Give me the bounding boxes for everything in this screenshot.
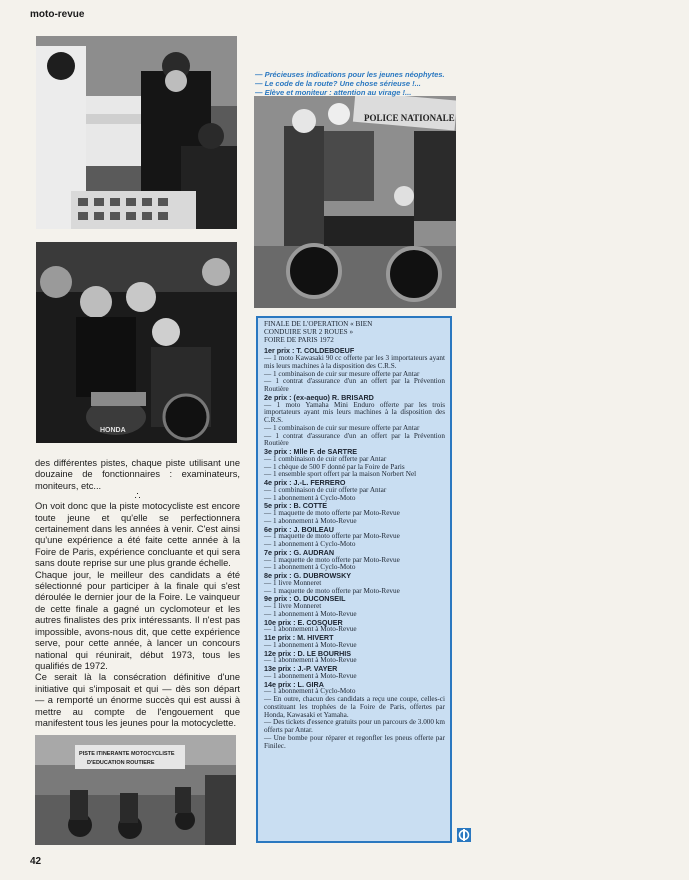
prize-heading: 3e prix : Mlle F. de SARTRE	[264, 447, 358, 456]
caption-line: — Elève et moniteur : attention au virage !...	[255, 88, 412, 97]
prize-heading: 2e prix : (ex-aequo) R. BRISARD	[264, 392, 374, 402]
prize-item: — 1 contrat d'assurance d'un an offert par la Prévention Routière	[264, 377, 445, 393]
prize-item: — En outre, chacun des candidats a reçu une coupe, celles-ci constituant les trophées de la Foire de Paris, offertes par Honda, Kawasaki et Yamaha.	[264, 695, 445, 719]
prize-entry	[264, 634, 445, 650]
police-nationale-sign: POLICE NATIONALE	[364, 113, 455, 123]
prize-item: — 1 abonnement à Moto-Revue	[264, 671, 357, 680]
results-title	[264, 321, 445, 344]
prize-heading: 7e prix : G. AUDRAN	[264, 547, 335, 557]
prize-entry	[264, 347, 445, 394]
prize-heading: 12e prix : D. LE BOURHIS	[264, 648, 352, 658]
prize-item: — 1 abonnement à Cyclo-Moto	[264, 540, 356, 548]
prize-item: — 1 combinaison de cuir offerte par Antar	[264, 485, 387, 494]
article-paragraph: Ce serait là la consécration définitive d'une initiative qui s'imposait et qui — dès son départ — a remporté un énorme succès qui est aussi à mettre au compte de l'engouement que manifestent tous les jeunes pour la motocyclette.	[35, 672, 240, 728]
prize-item: — 1 abonnement à Moto-Revue	[264, 656, 357, 665]
prize-item: — 1 combinaison de cuir offerte par Antar	[264, 454, 387, 463]
prize-item: — 1 livre Monneret	[264, 602, 322, 610]
prize-item: — 1 abonnement à Moto-Revue	[264, 516, 357, 525]
prize-item: — 1 moto Kawasaki 90 cc offerte par les 3 importateurs ayant mis leurs machines à la disposition des C.R.S.	[264, 354, 445, 370]
prize-entry	[264, 394, 445, 448]
prize-heading: 1er prix : T. COLDEBOEUF	[264, 346, 355, 356]
prize-item: — 1 ensemble sport offert par la maison Norbert Nel	[264, 470, 417, 479]
prize-heading: 6e prix : J. BOILEAU	[264, 524, 334, 534]
prize-heading: 10e prix : E. COSQUER	[264, 617, 343, 627]
prize-entry	[264, 595, 445, 618]
caption-line: — Précieuses indications pour les jeunes néophytes.	[255, 70, 445, 79]
caption-line: — Le code de la route? Une chose sérieuse !...	[255, 79, 421, 88]
prize-item: — 1 combinaison de cuir sur mesure offerte par Antar	[264, 423, 420, 432]
prize-item: — Des tickets d'essence gratuits pour un parcours de 3.000 km offerts par Antar.	[264, 718, 445, 734]
prize-item: — 1 moto Yamaha Mini Enduro offerte par les trois importateurs ayant mis leurs machines à la disposition des C.R.S.	[264, 400, 445, 424]
prize-heading: 5e prix : B. COTTE	[264, 501, 328, 511]
prize-item: — 1 livre Monneret	[264, 578, 322, 587]
photo-eleve-moniteur	[254, 96, 456, 308]
article-paragraph: des différentes pistes, chaque piste utilisant une douzaine de fonctionnaires : examinateurs, moniteurs, etc...	[35, 458, 240, 491]
prize-item: — 1 abonnement à Cyclo-Moto	[264, 687, 356, 696]
results-title-line: FINALE DE L'OPERATION « BIEN	[264, 320, 373, 328]
prize-item: — 1 combinaison de cuir sur mesure offerte par Antar	[264, 369, 420, 378]
prize-item: — Une bombe pour réparer et regonfler les pneus offerte par Finilec.	[264, 733, 445, 750]
results-box	[256, 316, 452, 843]
page-number: 42	[30, 856, 42, 867]
prize-item: — 1 contrat d'assurance d'un an offert par la Prévention Routière	[264, 431, 445, 448]
photo-piste-itinerante	[35, 735, 236, 845]
prize-entry	[264, 572, 445, 595]
separator-stars: ∴	[134, 491, 141, 502]
prize-heading: 4e prix : J.-L. FERRERO	[264, 478, 346, 487]
moto-revue-logo-icon	[457, 828, 471, 842]
photo-captions	[255, 70, 460, 97]
piste-sign-line1: PISTE ITINERANTE MOTOCYCLISTE	[79, 751, 175, 757]
prize-item: — 1 maquette de moto offerte par Moto-Revue	[264, 509, 400, 517]
prize-heading: 13e prix : J.-P. VAYER	[264, 664, 338, 673]
results-title-line: FOIRE DE PARIS 1972	[264, 335, 334, 344]
prize-entry	[264, 549, 445, 572]
article-paragraph: Chaque jour, le meilleur des candidats a été sélectionné pour participer à la finale qui s'est déroulée le dernier jour de la Foire. Le vainqueur de cette finale a gagné un cyclomoteur et les autres finalistes des prix intéressants. Il n'est pas impossible, avons-nous dit, que cette expérience serve, pour cette année, à lancer un concours national qui réunirait, début 1973, tous les qualifiés de 1972.	[35, 569, 240, 671]
prize-entry	[264, 502, 445, 525]
prize-entry	[264, 665, 445, 681]
prize-item: — 1 abonnement à Cyclo-Moto	[264, 493, 356, 502]
prize-entry	[264, 526, 445, 549]
article-paragraph: On voit donc que la piste motocycliste est encore toute jeune et qu'elle se perfectionnera certainement dans les années à venir. C'est ainsi qu'une expérience a été faite cette année à la Foire de Paris, expérience concluante et qui sera sans doute reprise sur une plus grande échelle.	[35, 501, 240, 569]
prize-list	[264, 347, 445, 750]
prize-heading: 9e prix : O. DUCONSEIL	[264, 594, 346, 604]
piste-sign-line2: D'EDUCATION ROUTIERE	[87, 760, 155, 766]
prize-item: — 1 abonnement à Moto-Revue	[264, 640, 357, 649]
prize-entry	[264, 479, 445, 502]
prize-item: — 1 maquette de moto offerte par Moto-Revue	[264, 586, 400, 595]
photo-moto-honda	[36, 242, 237, 443]
prize-item: — 1 abonnement à Moto-Revue	[264, 609, 357, 618]
prize-heading: 8e prix : G. DUBROWSKY	[264, 571, 352, 580]
prize-item: — 1 maquette de moto offerte par Moto-Revue	[264, 532, 400, 541]
magazine-header: moto-revue	[30, 9, 85, 20]
prize-item: — 1 chèque de 500 F donné par la Foire de Paris	[264, 462, 405, 471]
article-body	[35, 458, 240, 729]
prize-entry	[264, 650, 445, 666]
prize-item: — 1 abonnement à Moto-Revue	[264, 625, 357, 634]
honda-sign: HONDA	[100, 427, 126, 434]
prize-entry	[264, 448, 445, 479]
prize-heading: 14e prix : L. GIRA	[264, 679, 324, 689]
results-title-line: CONDUIRE SUR 2 ROUES »	[264, 327, 354, 336]
prize-item: — 1 abonnement à Cyclo-Moto	[264, 563, 356, 572]
prize-heading: 11e prix : M. HIVERT	[264, 633, 334, 642]
prize-item: — 1 maquette de moto offerte par Moto-Revue	[264, 555, 400, 564]
prize-entry	[264, 619, 445, 635]
prize-entry	[264, 681, 445, 751]
photo-code-de-la-route	[36, 36, 237, 229]
